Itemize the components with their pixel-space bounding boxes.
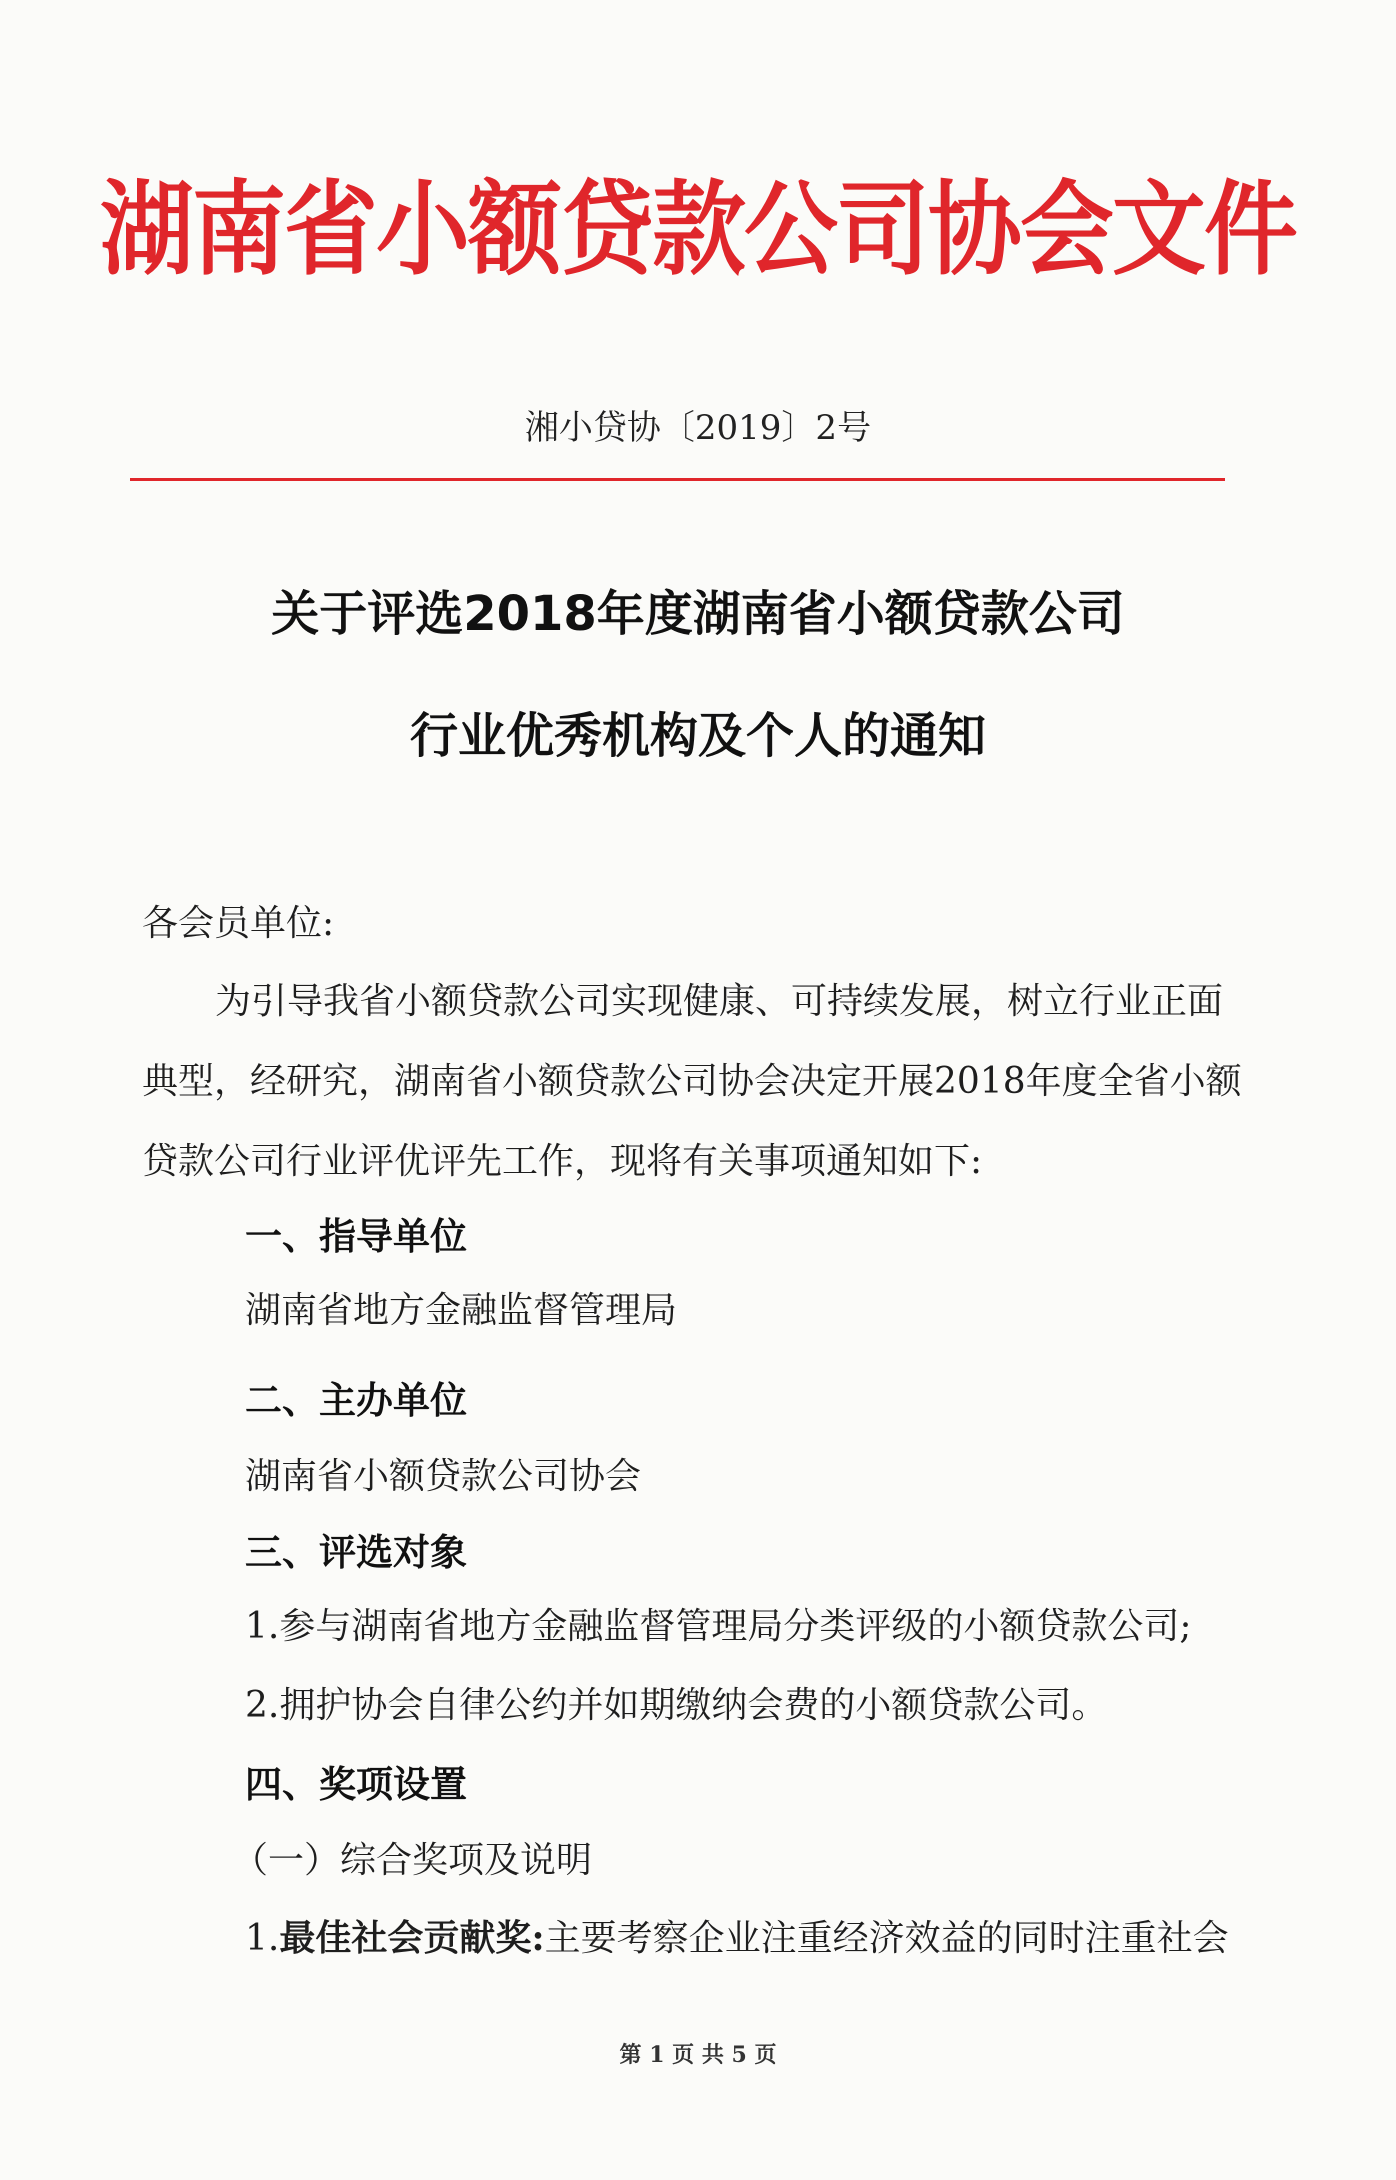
- intro-line-3: 贷款公司行业评优评先工作，现将有关事项通知如下:: [142, 1141, 983, 1182]
- award-name: 最佳社会贡献奖:: [279, 1917, 545, 1959]
- section-4-heading: 四、奖项设置: [245, 1763, 467, 1806]
- red-divider: [130, 478, 1225, 481]
- section-3-item-2: 2.拥护协会自律公约并如期缴纳会费的小额贷款公司。: [245, 1685, 1108, 1726]
- notice-title-line2: 行业优秀机构及个人的通知: [409, 708, 986, 764]
- section-3-item-1: 1.参与湖南省地方金融监督管理局分类评级的小额贷款公司;: [245, 1606, 1192, 1647]
- masthead-title: 湖南省小额贷款公司协会文件: [99, 171, 1296, 290]
- award-description: 主要考察企业注重经济效益的同时注重社会: [544, 1918, 1229, 1959]
- section-3-heading: 三、评选对象: [245, 1531, 467, 1574]
- section-1-body: 湖南省地方金融监督管理局: [245, 1290, 678, 1331]
- section-2-heading: 二、主办单位: [245, 1379, 467, 1422]
- salutation: 各会员单位:: [142, 903, 335, 944]
- document-number: 湘小贷协〔2019〕2号: [524, 408, 872, 448]
- section-4-subheading: （一）综合奖项及说明: [232, 1840, 593, 1881]
- section-2-body: 湖南省小额贷款公司协会: [245, 1456, 642, 1497]
- intro-line-1: 为引导我省小额贷款公司实现健康、可持续发展，树立行业正面: [215, 981, 1224, 1022]
- intro-line-2: 典型，经研究，湖南省小额贷款公司协会决定开展2018年度全省小额: [142, 1061, 1242, 1102]
- notice-title-line1: 关于评选2018年度湖南省小额贷款公司: [271, 586, 1125, 642]
- item-number: 1.: [245, 1918, 280, 1959]
- section-1-heading: 一、指导单位: [245, 1215, 467, 1258]
- page-footer: 第 1 页 共 5 页: [619, 2042, 777, 2068]
- section-4-item-1: [245, 1910, 1229, 1961]
